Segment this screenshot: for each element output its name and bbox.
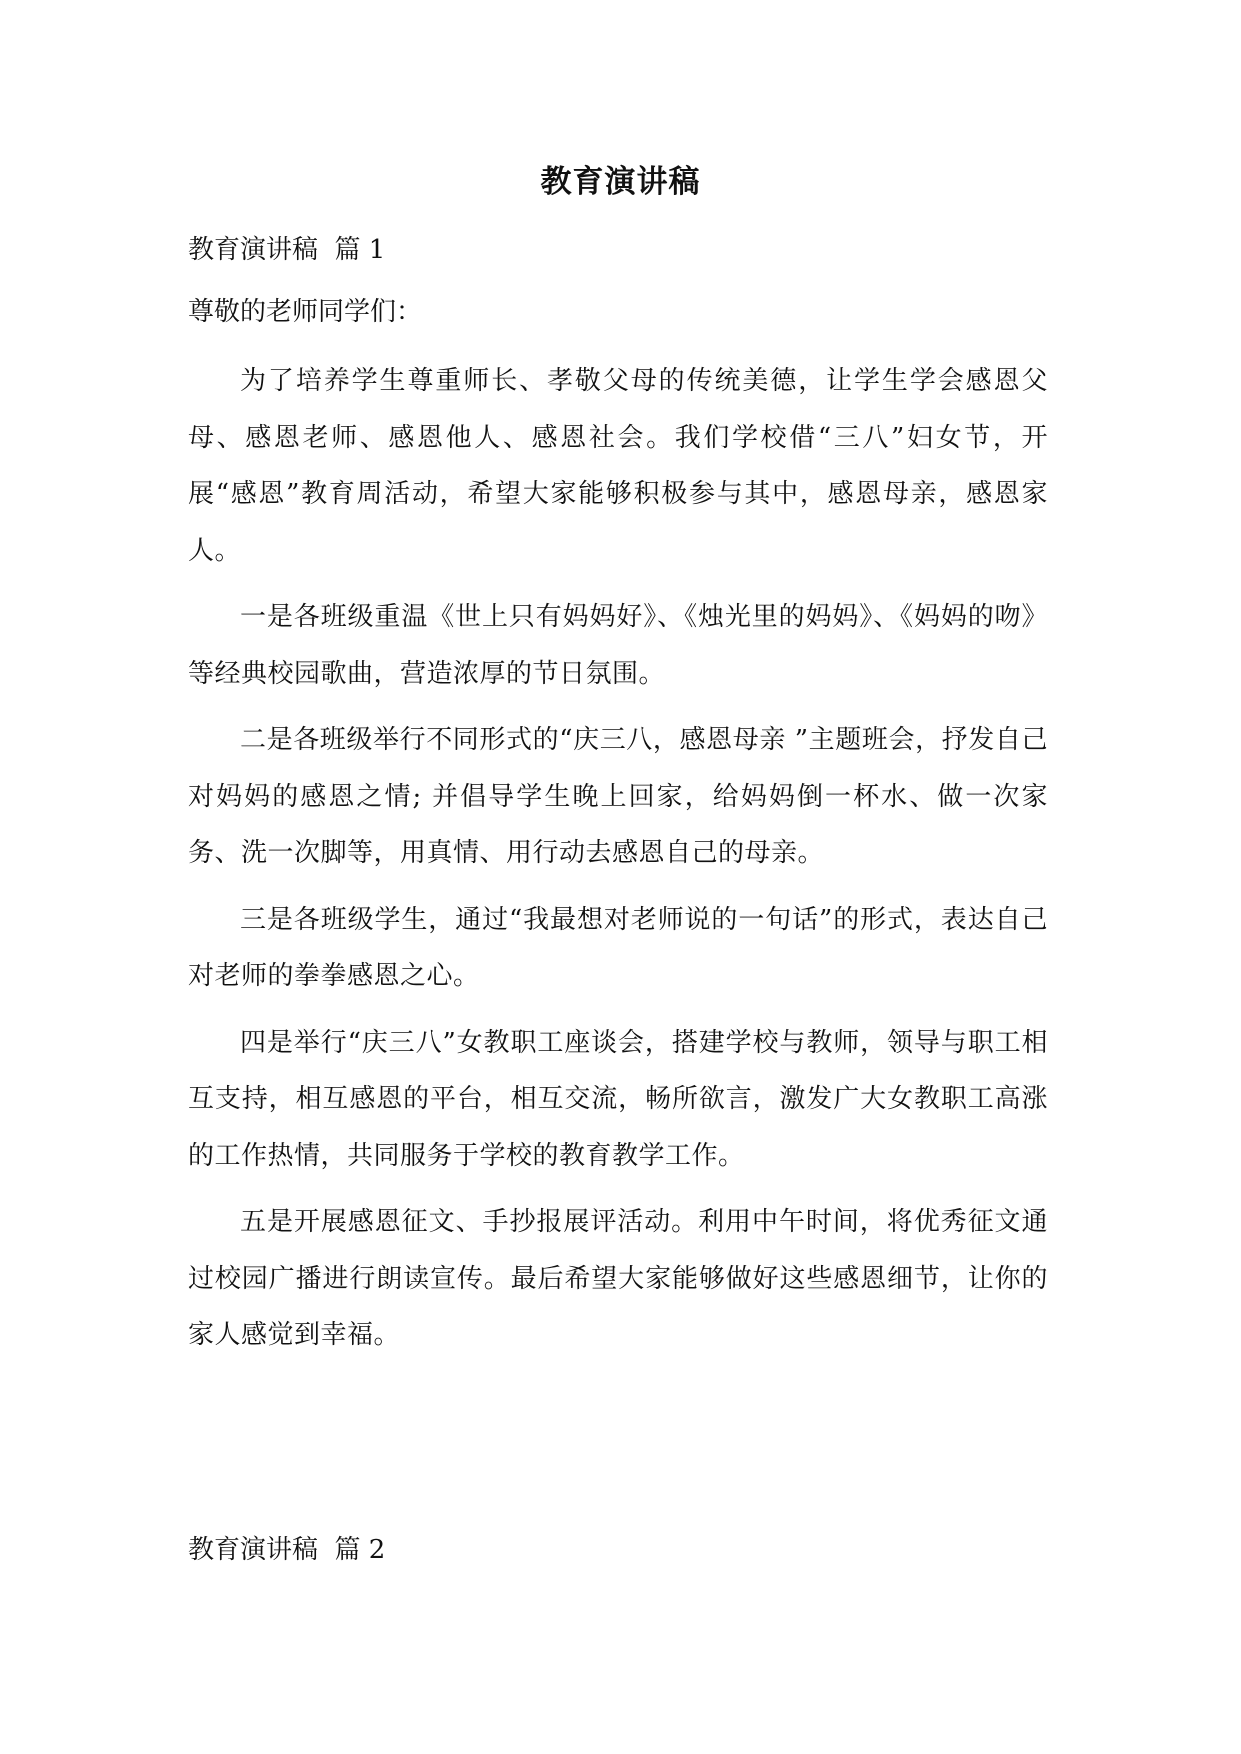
section-heading-1: 教育演讲稿 篇 1: [188, 235, 386, 265]
speech-body: [188, 353, 1048, 1374]
paragraph-intro: 为了培养学生尊重师长、孝敬父母的传统美德，让学生学会感恩父母、感恩老师、感恩他人、感恩社会。我们学校借“三八”妇女节，开展“感恩”教育周活动，希望大家能够积极参与其中，感恩母亲，感恩家人。: [188, 366, 1048, 566]
section-heading-2: 教育演讲稿 篇 2: [188, 1535, 386, 1565]
salutation: 尊敬的老师同学们：: [188, 297, 423, 327]
document-title: 教育演讲稿: [540, 164, 701, 200]
paragraph-item-4: 四是举行“庆三八”女教职工座谈会，搭建学校与教师，领导与职工相互支持，相互感恩的平台，相互交流，畅所欲言，激发广大女教职工高涨的工作热情，共同服务于学校的教育教学工作。: [188, 1027, 1048, 1171]
paragraph-item-2: 二是各班级举行不同形式的“庆三八，感恩母亲 ”主题班会，抒发自己对妈妈的感恩之情; 并倡导学生晚上回家，给妈妈倒一杯水、做一次家务、洗一次脚等，用真情、用行动去感恩自己的母亲。: [188, 725, 1048, 868]
paragraph-item-1: 一是各班级重温《世上只有妈妈好》、《烛光里的妈妈》、《妈妈的吻》等经典校园歌曲，营造浓厚的节日氛围。: [188, 602, 1048, 689]
paragraph-item-3: 三是各班级学生，通过“我最想对老师说的一句话”的形式，表达自己对老师的拳拳感恩之心。: [188, 904, 1048, 991]
paragraph-item-5: 五是开展感恩征文、手抄报展评活动。利用中午时间，将优秀征文通过校园广播进行朗读宣传。最后希望大家能够做好这些感恩细节，让你的家人感觉到幸福。: [188, 1207, 1048, 1350]
